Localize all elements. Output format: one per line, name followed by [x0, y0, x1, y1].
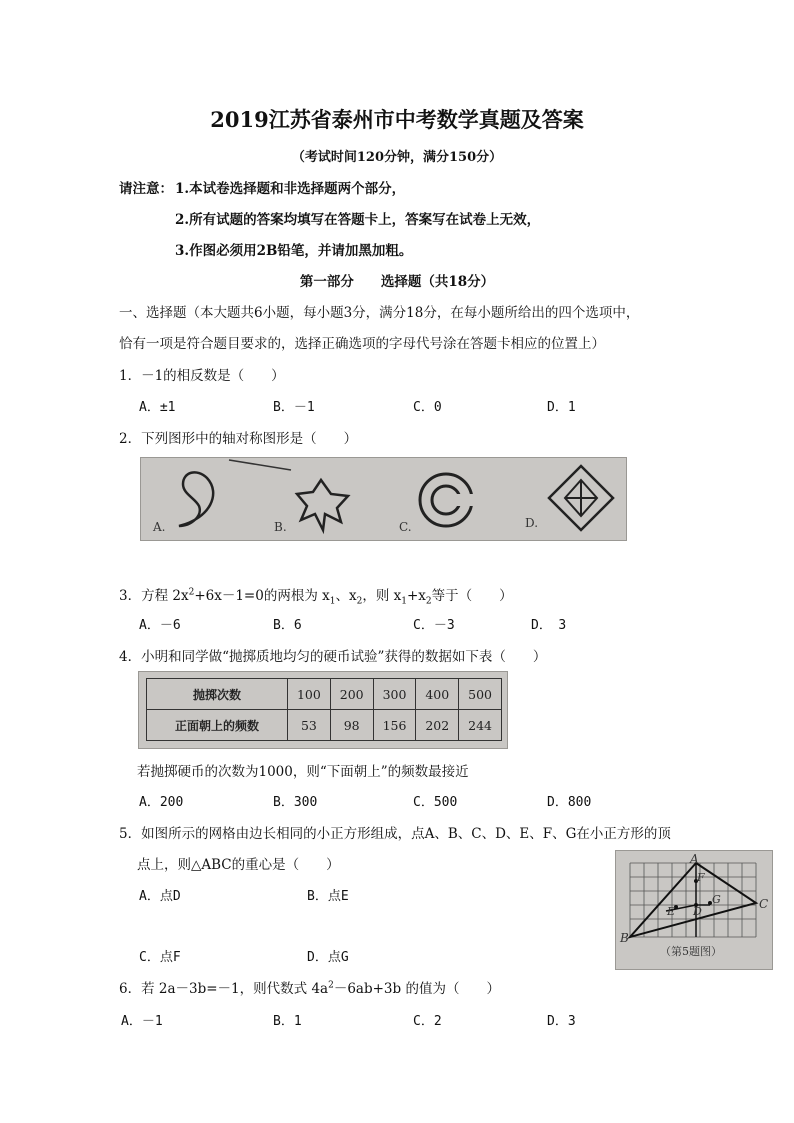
figure-a-shape — [179, 472, 213, 526]
q6-option-d: D．3 — [547, 1014, 576, 1029]
table-row1-header: 抛掷次数 — [147, 679, 288, 710]
q6-option-b: B．1 — [273, 1014, 302, 1029]
q1-option-a: A．±1 — [139, 400, 176, 415]
question-1-stem: 1．－1的相反数是（ ） — [119, 368, 285, 384]
note-item-3: 3.作图必须用2B铅笔，并请加黑加粗。 — [175, 243, 413, 259]
q4-table-photo — [138, 671, 508, 749]
point-a-label: A — [690, 852, 699, 866]
q1-option-c: C．0 — [413, 400, 442, 415]
q3-option-c: C．－3 — [413, 618, 455, 633]
q2-label-d: D. — [525, 516, 539, 530]
table-cell: 100 — [288, 679, 331, 710]
q5-grid-figure — [615, 850, 773, 970]
q3-option-b: B．6 — [273, 618, 302, 633]
pen-stroke-mark — [229, 460, 291, 470]
q4-option-d: D．800 — [547, 795, 592, 810]
q2-figure-photo — [140, 457, 627, 541]
q4-follow-up: 若抛掷硬币的次数为1000，则“下面朝上”的频数最接近 — [137, 764, 469, 780]
section-instruction-line2: 恰有一项是符合题目要求的，选择正确选项的字母代号涂在答题卡相应的位置上） — [119, 336, 605, 352]
question-5-line1: 5．如图所示的网格由边长相同的小正方形组成，点A、B、C、D、E、F、G在小正方形的顶 — [119, 826, 671, 842]
table-cell: 202 — [416, 710, 459, 741]
q5-option-d: D．点G — [307, 950, 349, 965]
table-row2-header: 正面朝上的频数 — [147, 710, 288, 741]
q6-option-c: C．2 — [413, 1014, 442, 1029]
q5-option-b: B．点E — [307, 889, 349, 904]
q2-shapes — [141, 458, 628, 542]
question-3-stem: 3．方程 $2x^2+6x-1=0$的两根为 $x_1$、$x_2$，则 $x_1+x_2$等于（ ） — [119, 587, 513, 607]
question-4-stem: 4．小明和同学做“抛掷质地均匀的硬币试验”获得的数据如下表（ ） — [119, 649, 547, 665]
note-item-1: 1.本试卷选择题和非选择题两个部分， — [175, 181, 406, 197]
table-cell: 400 — [416, 679, 459, 710]
question-2-stem: 2．下列图形中的轴对称图形是（ ） — [119, 431, 358, 447]
q5-option-c: C．点F — [139, 950, 181, 965]
figure-b-shape — [297, 480, 348, 530]
q3-option-a: A．－6 — [139, 618, 181, 633]
section-instruction-line1: 一、选择题（本大题共6小题，每小题3分，满分18分，在每小题所给出的四个选项中， — [119, 305, 640, 321]
table-cell: 98 — [330, 710, 373, 741]
table-cell: 156 — [373, 710, 416, 741]
grid-lines — [630, 863, 756, 937]
point-c-label: C — [759, 897, 769, 911]
q2-label-a: A. — [153, 520, 166, 534]
q6-option-a: A．－1 — [121, 1014, 163, 1029]
point-d-label: D — [693, 905, 702, 918]
q5-option-a: A．点D — [139, 889, 181, 904]
table-cell: 300 — [373, 679, 416, 710]
point-f-label: F — [697, 871, 705, 884]
point-b-label: B — [620, 931, 629, 945]
figure-caption: （第5题图） — [660, 945, 722, 958]
exam-subtitle: （考试时间120分钟，满分150分） — [291, 150, 503, 165]
table-cell: 53 — [288, 710, 331, 741]
table-row — [147, 710, 502, 741]
q1-option-d: D．1 — [547, 400, 576, 415]
question-5-line2: 点上，则△ABC的重心是（ ） — [137, 857, 340, 873]
table-cell: 200 — [330, 679, 373, 710]
q4-option-a: A．200 — [139, 795, 184, 810]
table-row — [147, 679, 502, 710]
figure-d-inner-pinwheel — [565, 480, 597, 516]
q2-label-c: C. — [399, 520, 412, 534]
point-e-label: E — [667, 905, 676, 918]
q3-option-d: D． 3 — [531, 618, 567, 633]
frequency-table — [146, 678, 502, 741]
page-title: 2019江苏省泰州市中考数学真题及答案 — [210, 107, 584, 132]
q4-option-c: C．500 — [413, 795, 458, 810]
note-item-2: 2.所有试题的答案均填写在答题卡上，答案写在试卷上无效， — [175, 212, 541, 228]
q4-option-b: B．300 — [273, 795, 318, 810]
part-heading: 第一部分 选择题（共18分） — [299, 274, 495, 290]
q1-option-b: B．－1 — [273, 400, 315, 415]
table-cell: 244 — [459, 710, 502, 741]
figure-c-gap — [446, 494, 476, 506]
triangle-abc — [630, 863, 756, 937]
table-cell: 500 — [459, 679, 502, 710]
question-6-stem: 6．若 2a－3b=－1，则代数式 $4a^2-6ab+3b$ 的值为（ ） — [119, 980, 500, 997]
point-g-label: G — [712, 893, 721, 906]
notes-prefix: 请注意： — [119, 181, 173, 197]
q2-label-b: B. — [274, 520, 287, 534]
